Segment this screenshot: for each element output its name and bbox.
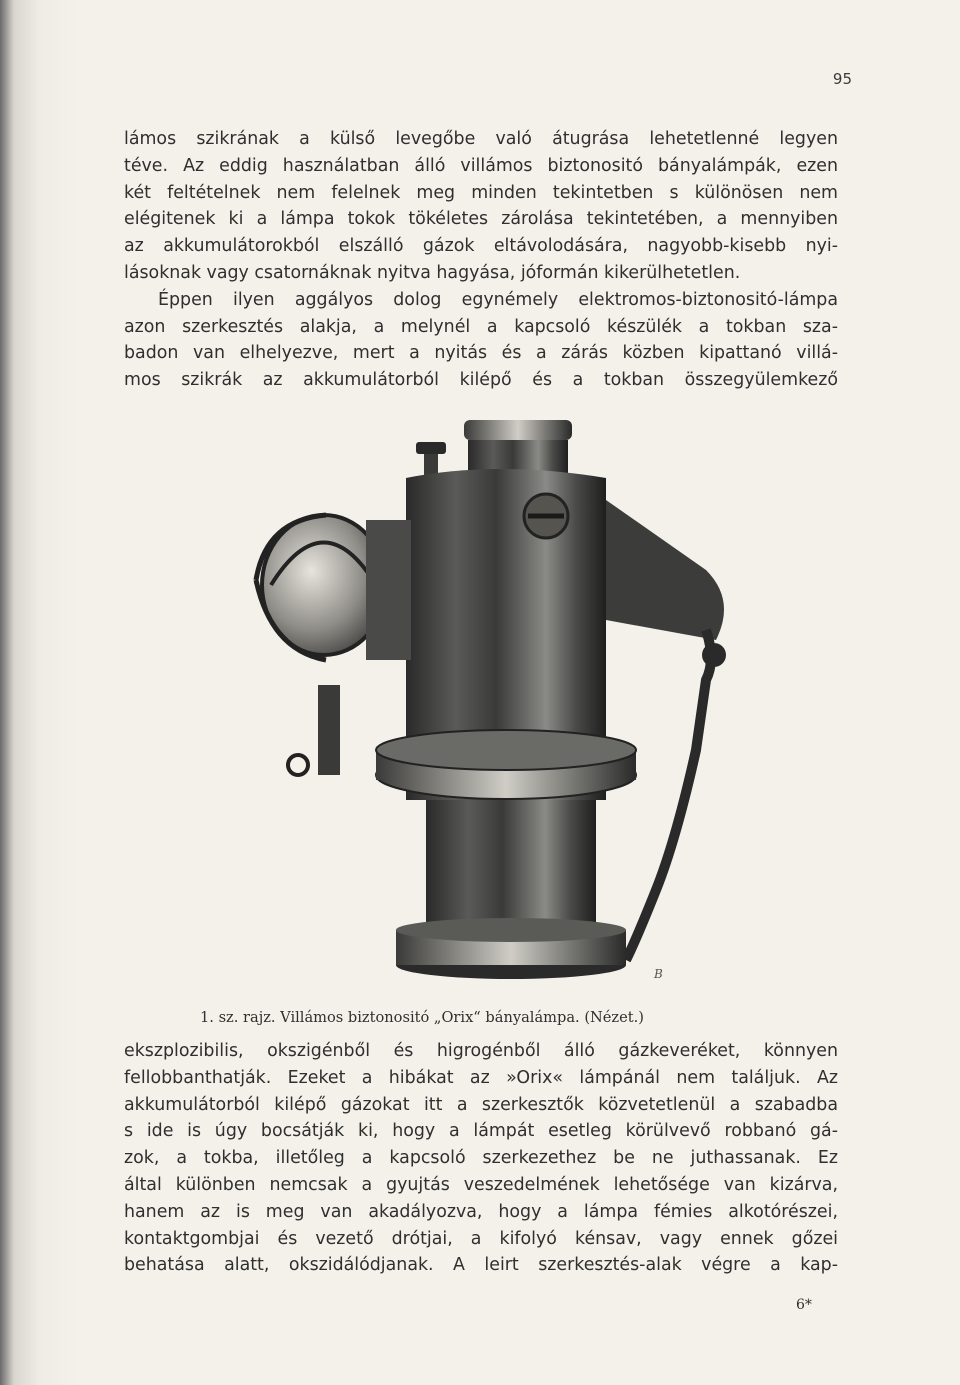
text-line: által különben nemcsak a gyujtás veszedelmének lehetősége van kizárva, xyxy=(124,1174,838,1195)
paragraph-bottom xyxy=(124,1038,838,1279)
text-line: fellobbanthatják. Ezeket a hibákat az »Orix« lámpánál nem találjuk. Az xyxy=(124,1067,838,1088)
text-line: lámos szikrának a külső levegőbe való átugrása lehetetlenné legyen xyxy=(124,129,838,149)
text-line: Éppen ilyen aggályos dolog egynémely elektromos-biztonositó-lámpa xyxy=(158,289,838,310)
text-line: azon szerkesztés alakja, a melynél a kapcsoló készülék a tokban sza- xyxy=(124,316,838,337)
text-line: hanem az is meg van akadályozva, hogy a lámpa fémies alkotórészei, xyxy=(124,1201,838,1222)
figure-mark: B xyxy=(654,967,663,981)
mining-lamp-drawing xyxy=(236,420,756,985)
text-line: lásoknak vagy csatornáknak nyitva hagyása, jóformán kikerülhetetlen. xyxy=(124,262,741,283)
text-line: az akkumulátorokból elszálló gázok eltávolodására, nagyobb-kisebb nyi- xyxy=(124,236,838,257)
page-number: 95 xyxy=(832,70,852,88)
lamp-illustration xyxy=(236,420,756,985)
text-line: s ide is úgy bocsátják ki, hogy a lámpát esetleg körülvevő robbanó gá- xyxy=(124,1121,838,1142)
text-line: kontaktgombjai és vezető drótjai, a kifolyó kénsav, vagy ennek gőzei xyxy=(124,1228,838,1249)
text-line: mos szikrák az akkumulátorból kilépő és a tokban összegyülemkező xyxy=(124,370,838,391)
text-line: téve. Az eddig használatban álló villámos biztonositó bányalámpák, ezen xyxy=(124,155,838,176)
paragraph-top xyxy=(124,126,838,394)
text-line: akkumulátorból kilépő gázokat itt a szerkesztők közvetetlenül a szabadba xyxy=(124,1094,838,1115)
text-line: behatása alatt, okszidálódjanak. A leirt szerkesztés-alak végre a kap- xyxy=(124,1255,838,1276)
text-line: elégitenek ki a lámpa tokok tökéletes zárolása tekintetében, a mennyiben xyxy=(124,209,838,230)
text-line: két feltételnek nem felelnek meg minden tekintetben s különösen nem xyxy=(124,182,838,203)
figure-caption: 1. sz. rajz. Villámos biztonositó „Orix“ bányalámpa. (Nézet.) xyxy=(200,1009,644,1026)
text-line: badon van elhelyezve, mert a nyitás és a zárás közben kipattanó villá- xyxy=(124,343,838,364)
signature-mark: 6* xyxy=(796,1297,812,1313)
text-line: ekszplozibilis, okszigénből és higrogénből álló gázkeveréket, könnyen xyxy=(124,1041,838,1061)
text-line: zok, a tokba, illetőleg a kapcsoló szerkezethez be ne juthassanak. Ez xyxy=(124,1148,838,1169)
